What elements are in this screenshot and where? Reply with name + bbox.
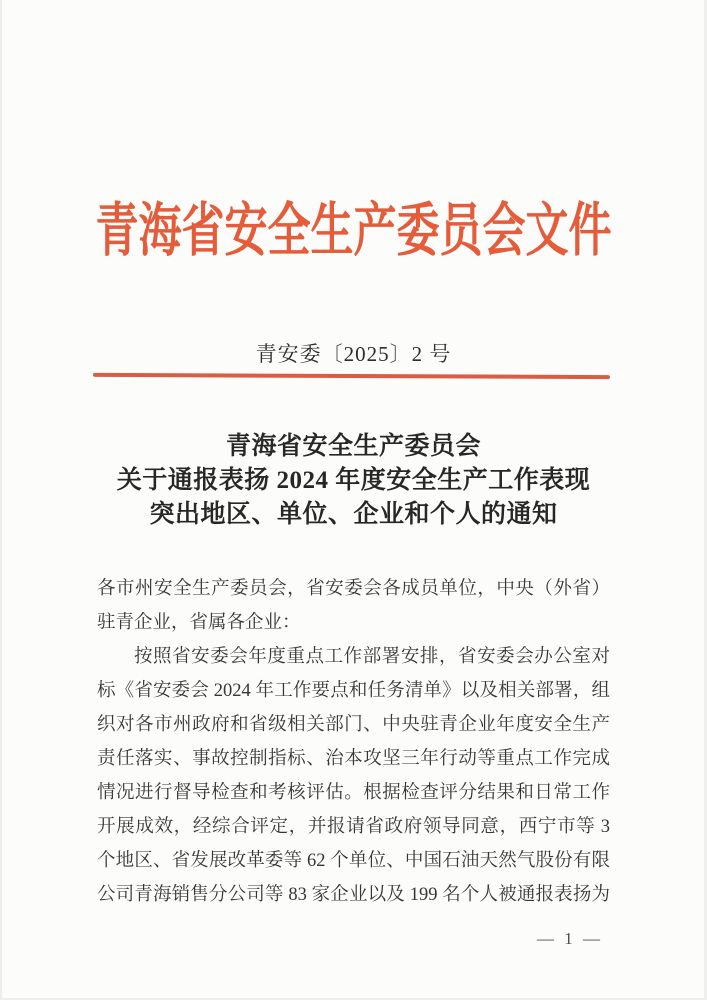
body-line: 公司青海销售分公司等 83 家企业以及 199 名个人被通报表扬为: [97, 885, 610, 905]
document-number: 青安委〔2025〕2 号: [255, 342, 452, 366]
body-line: 驻青企业，省属各企业：: [97, 613, 301, 633]
body-line: 责任落实、事故控制指标、治本攻坚三年行动等重点工作完成: [97, 749, 610, 769]
letterhead-title: [0, 196, 707, 264]
notice-title: [60, 430, 647, 532]
body-line: 织对各市州政府和省级相关部门、中央驻青企业年度安全生产: [97, 715, 610, 735]
body-line: 个地区、省发展改革委等 62 个单位、中国石油天然气股份有限: [97, 851, 610, 871]
body-line: 情况进行督导检查和考核评估。根据检查评分结果和日常工作: [97, 783, 610, 803]
page-number: — 1 —: [537, 929, 603, 948]
body-line: 标《省安委会 2024 年工作要点和任务清单》以及相关部署，组: [97, 681, 610, 701]
red-separator-line: [93, 373, 610, 379]
body-line: 开展成效，经综合评定，并报请省政府领导同意，西宁市等 3: [97, 817, 610, 837]
body-line: 按照省安委会年度重点工作部署安排，省安委会办公室对: [134, 647, 610, 667]
notice-title-line-2: 关于通报表扬 2024 年度安全生产工作表现: [116, 467, 591, 494]
letterhead-title-text: 青海省安全生产委员会文件: [95, 200, 612, 264]
notice-title-line-1: 青海省安全生产委员会: [225, 433, 481, 460]
body-line: 各市州安全生产委员会，省安委会各成员单位，中央（外省）: [97, 579, 610, 599]
notice-body: [97, 572, 610, 912]
notice-title-line-3: 突出地区、单位、企业和个人的通知: [149, 501, 558, 528]
